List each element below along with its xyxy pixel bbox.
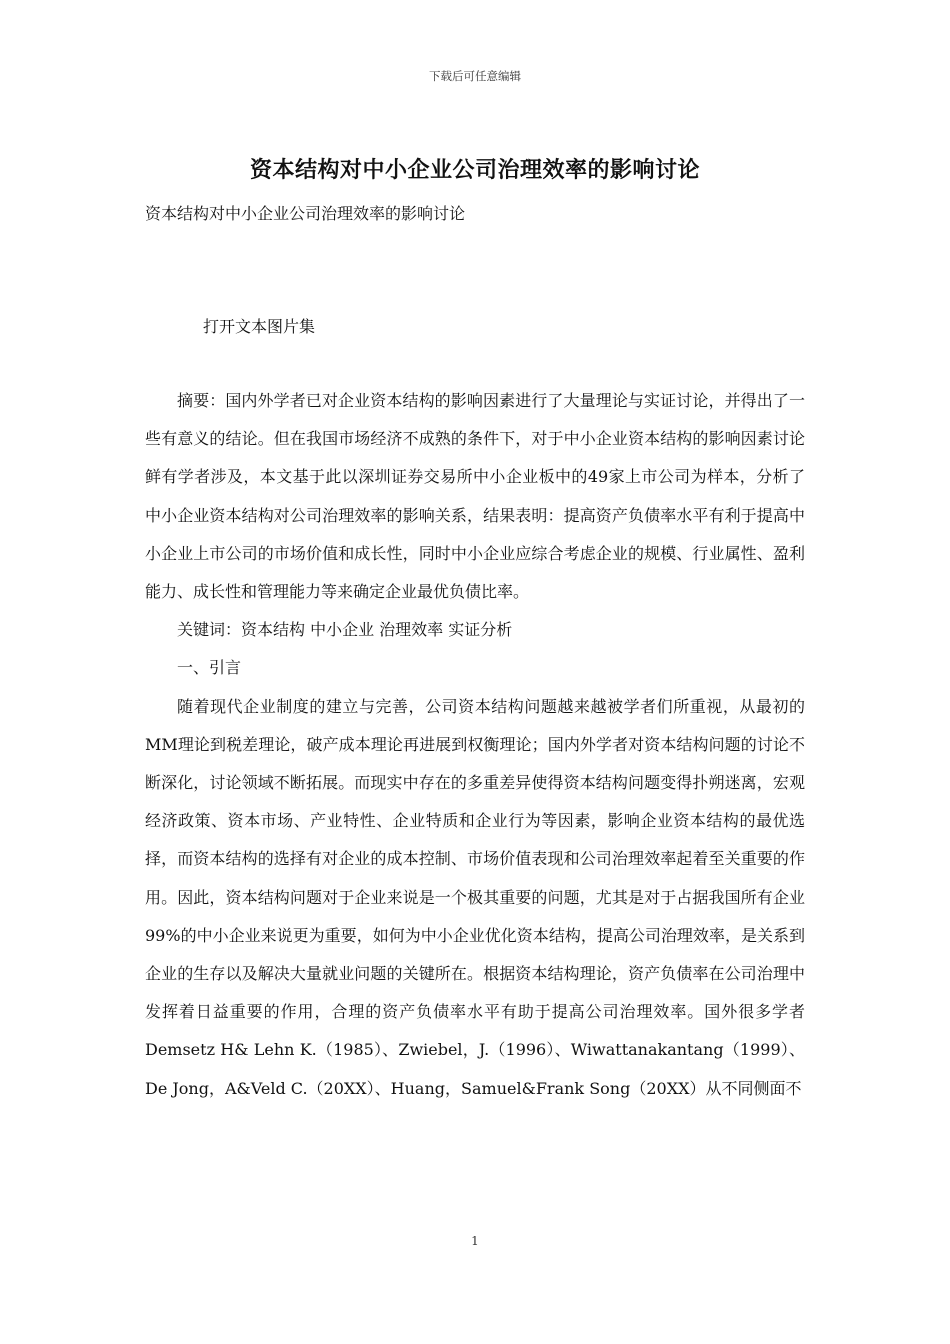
- page-number: 1: [471, 1234, 479, 1248]
- open-image-gallery-link[interactable]: 打开文本图片集: [203, 317, 316, 336]
- abstract-paragraph: 摘要：国内外学者已对企业资本结构的影响因素进行了大量理论与实证讨论，并得出了一些有意义的结论。但在我国市场经济不成熟的条件下，对于中小企业资本结构的影响因素讨论鲜有学者涉及，本文基于此以深圳证券交易所中小企业板中的49家上市公司为样本，分析了中小企业资本结构对公司治理效率的影响关系，结果表明：提高资产负债率水平有利于提高中小企业上市公司的市场价值和成长性，同时中小企业应综合考虑企业的规模、行业属性、盈利能力、成长性和管理能力等来确定企业最优负债比率。: [145, 391, 805, 602]
- introduction-paragraph: 随着现代企业制度的建立与完善，公司资本结构问题越来越被学者们所重视，从最初的MM理论到税差理论，破产成本理论再进展到权衡理论；国内外学者对资本结构问题的讨论不断深化，讨论领域不断拓展。而现实中存在的多重差异使得资本结构问题变得扑朔迷离，宏观经济政策、资本市场、产业特性、企业特质和企业行为等因素，影响企业资本结构的最优选择，而资本结构的选择有对企业的成本控制、市场价值表现和公司治理效率起着至关重要的作用。因此，资本结构问题对于企业来说是一个极其重要的问题，尤其是对于占据我国所有企业99%的中小企业来说更为重要，如何为中小企业优化资本结构，提高公司治理效率，是关系到企业的生存以及解决大量就业问题的关键所在。根据资本结构理论，资产负债率在公司治理中发挥着日益重要的作用，合理的资产负债率水平有助于提高公司治理效率。国外很多学者Demsetz H& Lehn K.（1985）、Zwiebel，J.（1996）、Wiwattanakantang（1999）、De Jong，A&Veld C.（20XX）、Huang，Samuel&Frank Song（20XX）从不同侧面不: [145, 696, 805, 1098]
- keywords-paragraph: 关键词：资本结构 中小企业 治理效率 实证分析: [177, 620, 513, 640]
- section-heading-introduction: 一、引言: [177, 658, 242, 678]
- document-subtitle: 资本结构对中小企业公司治理效率的影响讨论: [145, 204, 466, 223]
- document-body: [145, 382, 805, 1108]
- page-header: 下载后可任意编辑: [429, 69, 521, 83]
- document-title: 资本结构对中小企业公司治理效率的影响讨论: [249, 157, 700, 183]
